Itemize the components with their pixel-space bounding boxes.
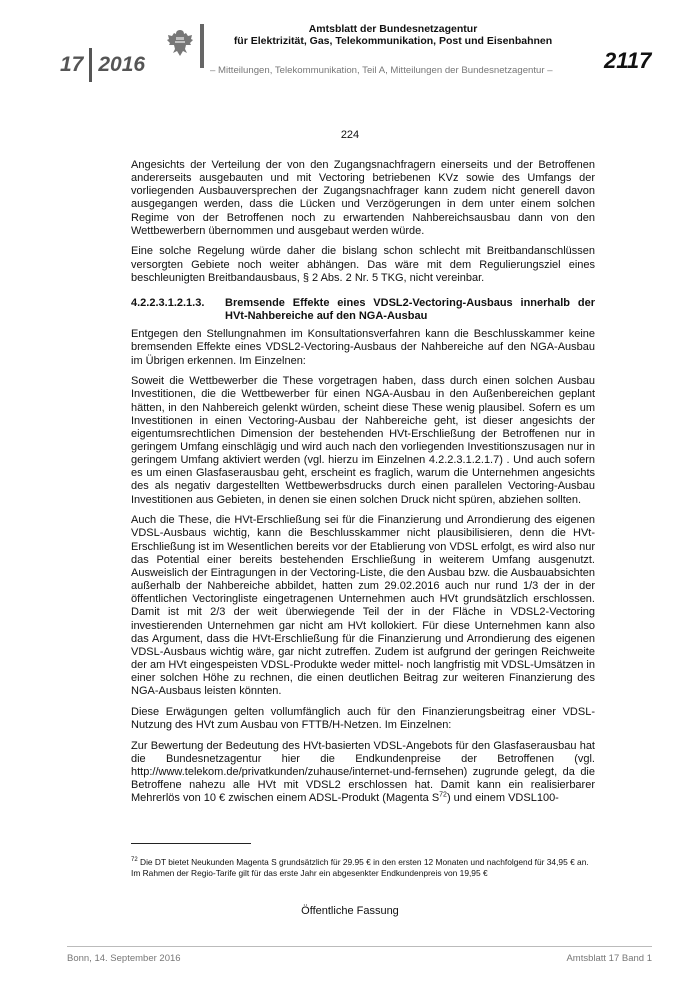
issue-label	[60, 48, 145, 82]
public-version-label: Öffentliche Fassung	[301, 905, 399, 917]
inner-page-number: 224	[340, 129, 360, 141]
section-heading	[131, 297, 595, 323]
header-divider	[200, 24, 204, 68]
footnote-text: Die DT bietet Neukunden Magenta S grundsätzlich für 29.95 € in den ersten 12 Monaten und nachfolgend für 34,95 € an. Im Rahmen der Regio-Tarife gilt für das erste Jahr ein abgesenkter Endkundenpreis von 19,95 €	[131, 857, 589, 878]
paragraph-5: Auch die These, die HVt-Erschließung sei für die Finanzierung und Arrondierung des eigenen VDSL-Ausbaus wichtig, kann die Beschlusskammer nicht plausibilisieren, denn die HVt-Erschließung ist im Wesentlichen bereits vor der Etablierung von VDSL erfolgt, es wird also nur das Potential einer bereits bestehenden Erschließung in weiterem Umfang ausgenutzt. Ausweislich der Eintragungen in der Vectoring-Liste, die den Ausbau bzw. die Ausbauabsichten außerhalb der Nahbereiche abbildet, hatten zum 29.02.2016 auch nur rund 1/3 der in der öffentlichen Vectoringliste eingetragenen Unternehmen auch HVt grundsätzlich erschlossen. Damit ist mit 2/3 der weit überwiegende Teil der in der Fläche in VDSL2-Vectoring investierenden Unternehmen gar nicht am HVt kollokiert. Für diese Unternehmen kann also das Argument, dass die HVt-Erschließung für die Finanzierung und Arrondierung des eigenen VDSL-Ausbaus wichtig wäre, gar nicht zutreffen. Zudem ist aufgrund der geringen Reichweite der am HVt eingespeisten VDSL-Produkte weder mittel- noch langfristig mit VDSL-Umsätzen in einer solchen Höhe zu rechnen, die einen deutlichen Beitrag zur weiteren Finanzierung des NGA-Ausbaus leisten könnten.	[131, 514, 595, 698]
section-number: 4.2.2.3.1.2.1.3.	[131, 296, 205, 309]
section-title: Bremsende Effekte eines VDSL2-Vectoring-Ausbaus innerhalb der HVt-Nahbereiche auf den NGA-Ausbau	[225, 296, 595, 323]
paragraph-7-text-end: ) und einem VDSL100-	[446, 792, 559, 805]
issue-year: 2016	[98, 53, 146, 76]
publication-title	[212, 23, 574, 47]
issue-number: 17	[60, 53, 84, 76]
footer-date: Bonn, 14. September 2016	[67, 953, 181, 964]
paragraph-7	[131, 740, 595, 806]
publication-subtitle: – Mitteilungen, Telekommunikation, Teil A, Mitteilungen der Bundesnetzagentur –	[210, 65, 553, 76]
publication-title-line2: für Elektrizität, Gas, Telekommunikation, Post und Eisenbahnen	[233, 35, 553, 47]
footnote-number: 72	[131, 857, 138, 864]
paragraph-4: Soweit die Wettbewerber die These vorgetragen haben, dass durch einen solchen Ausbau Investitionen, die die Wettbewerber für einen NGA-Ausbau in den Außenbereichen geplant hätten, in den Nahbereich gelenkt würden, scheint diese These wenig plausibel. Sofern es um Investitionen in einen Vectoring-Ausbau der Nahbereiche geht, ist dieser angesichts der eigentumsrechtlichen Dimension der bestehenden HVt-Erschließung der Betroffenen nur in geringem Umfang einschlägig und wird auch nach den vorliegenden Investitionszusagen nur in geringem Umfang aktiviert werden (vgl. hierzu im Einzelnen 4.2.2.3.1.2.1.7) . Und auch sofern es um einen Glasfaserausbau geht, erscheint es fraglich, warum die Unternehmen angesichts des als negativ dargestellten Wettbewerbsdrucks durch einen parallelen Vectoring-Ausbau Investitionen aus Gebieten, in denen sie einen solchen Druck nicht spüren, abziehen sollten.	[131, 375, 595, 506]
federal-eagle-icon	[166, 28, 194, 63]
paragraph-3: Entgegen den Stellungnahmen im Konsultationsverfahren kann die Beschlusskammer keine bremsenden Effekte eines VDSL2-Vectoring-Ausbaus der Nahbereiche auf den NGA-Ausbau im Übrigen erkennen. Im Einzelnen:	[131, 328, 595, 367]
paragraph-6: Diese Erwägungen gelten vollumfänglich auch für den Finanzierungsbeitrag einer VDSL-Nutzung des HVt zum Ausbau von FTTB/H-Netzen. Im Einzelnen:	[131, 705, 595, 732]
paragraph-1: Angesichts der Verteilung der von den Zugangsnachfragern einerseits und der Betroffenen andererseits ausgebauten und mit Vectoring betriebenen KVz sowie des Umfangs der vorliegenden Ausbauversprechen der Zugangsnachfrager kann zudem nicht generell davon ausgegangen werden, dass die Lücken und Verzögerungen in dem unter einem solchen Regime von der Betroffenen noch zu erwartenden Nahbereichsausbau dann von den Wettbewerbern übernommen und ausgebaut werden würde.	[131, 159, 595, 237]
footnote-reference[interactable]: 72	[439, 791, 447, 799]
footnote-divider	[131, 843, 251, 844]
paragraph-7-text-start: Zur Bewertung der Bedeutung des HVt-basierten VDSL-Angebots für den Glasfaserausbau hat die Bundesnetzagentur hier die Endkundenpreise der Betroffenen (vgl. http://www.telekom.de/privatkunden/zuhause/internet-und-fernsehen) zugrunde gelegt, da die Betroffene nahezu alle HVt mit VDSL2 erschlossen hat. Damit kann ein realisierbarer Mehrerlös von 10 € zwischen einem ADSL-Produkt (Magenta S	[131, 739, 595, 805]
issue-separator	[89, 48, 92, 82]
publication-title-line1: Amtsblatt der Bundesnetzagentur	[308, 23, 478, 35]
footer-divider	[67, 946, 652, 947]
footer-issue: Amtsblatt 17 Band 1	[566, 953, 652, 964]
paragraph-2: Eine solche Regelung würde daher die bislang schon schlecht mit Breitbandanschlüssen versorgten Gebiete noch weiter abhängen. Das wäre mit dem Regulierungsziel eines beschleunigten Breitbandausbaus, § 2 Abs. 2 Nr. 5 TKG, nicht vereinbar.	[131, 245, 595, 284]
footnote	[131, 857, 595, 879]
document-body	[131, 159, 595, 813]
page-number: 2117	[604, 48, 652, 73]
